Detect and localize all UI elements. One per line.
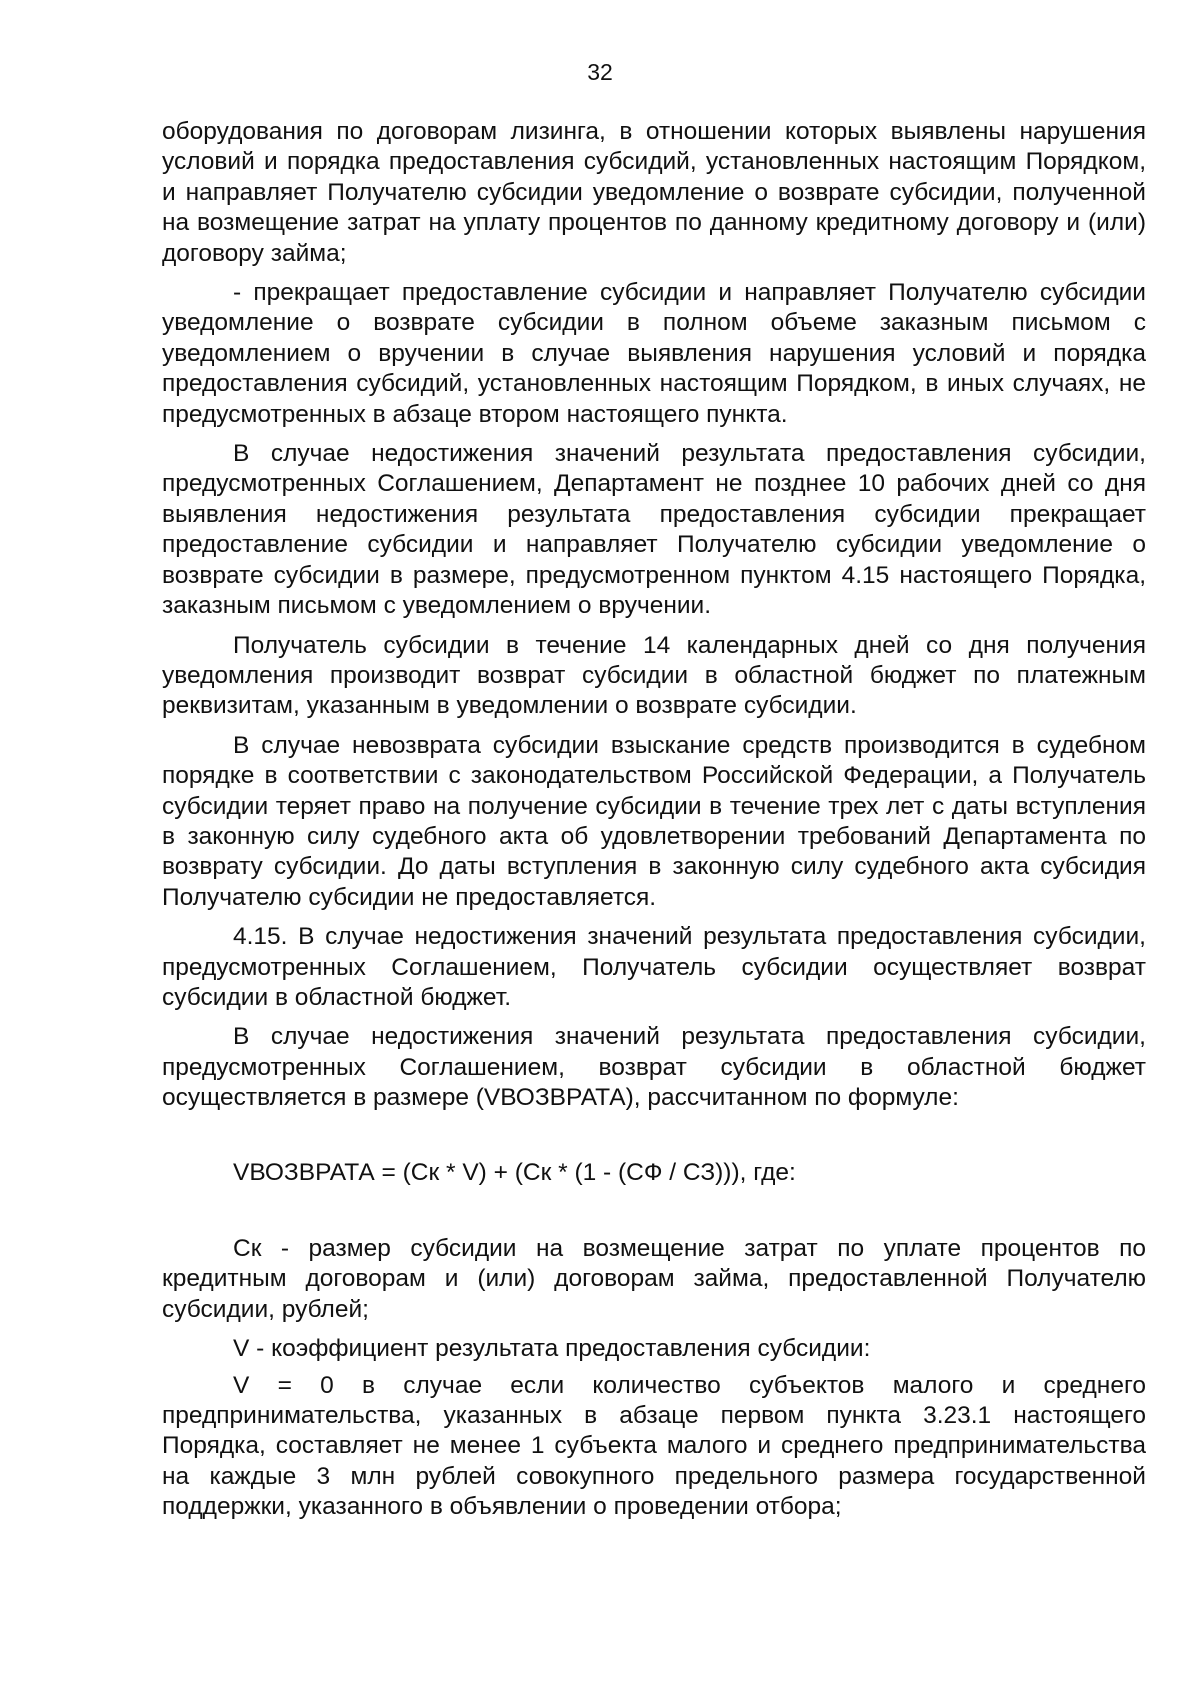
paragraph-court-recovery: В случае невозврата субсидии взыскание средств производится в судебном порядке в соответствии с законодательством Российской Федерации, а Получатель субсидии теряет право на получение субсидии в течение трех лет с даты вступления в законную силу судебного акта об удовлетворении требований Департамента по возврату субсидии. До даты вступления в законную силу судебного акта субсидия Получателю субсидии не предоставляется.: [162, 731, 1146, 911]
definition-v: V - коэффициент результата предоставления субсидии:: [233, 1335, 871, 1363]
definition-v-zero: V = 0 в случае если количество субъектов малого и среднего предпринимательства, указанных в абзаце первом пункта 3.23.1 настоящего Порядка, составляет не менее 1 субъекта малого и среднего предпринимательства на каждые 3 млн рублей совокупного предельного размера государственной поддержки, указанного в объявлении о проведении отбора;: [162, 1371, 1146, 1521]
paragraph-refund-term: Получатель субсидии в течение 14 календарных дней со дня получения уведомления производит возврат субсидии в областной бюджет по платежным реквизитам, указанным в уведомлении о возврате субсидии.: [162, 631, 1146, 720]
paragraph-termination-full-refund: - прекращает предоставление субсидии и направляет Получателю субсидии уведомление о возврате субсидии в полном объеме заказным письмом с уведомлением о вручении в случае выявления нарушения условий и порядка предоставления субсидий, установленных настоящим Порядком, в иных случаях, не предусмотренных в абзаце втором настоящего пункта.: [162, 279, 1146, 428]
paragraph-department-termination: В случае недостижения значений результата предоставления субсидии, предусмотренных Соглашением, Департамент не позднее 10 рабочих дней со дня выявления недостижения результата предоставления субсидии прекращает предоставление субсидии и направляет Получателю субсидии уведомление о возврате субсидии в размере, предусмотренном пунктом 4.15 настоящего Порядка, заказным письмом с уведомлением о вручении.: [162, 440, 1146, 620]
paragraph-clause-4-15: 4.15. В случае недостижения значений результата предоставления субсидии, предусмотренных Соглашением, Получатель субсидии осуществляет возврат субсидии в областной бюджет.: [162, 923, 1146, 1011]
document-body: [162, 117, 1146, 1532]
definition-sk: Ск - размер субсидии на возмещение затрат по уплате процентов по кредитным договорам и (или) договорам займа, предоставленной Получателю субсидии, рублей;: [162, 1235, 1146, 1323]
paragraph-leasing-violations: оборудования по договорам лизинга, в отношении которых выявлены нарушения условий и порядка предоставления субсидий, установленных настоящим Порядком, и направляет Получателю субсидии уведомление о возврате субсидии, полученной на возмещение затрат на уплату процентов по данному кредитному договору и (или) договору займа;: [162, 118, 1146, 267]
page-number: 32: [587, 59, 613, 85]
paragraph-refund-amount: В случае недостижения значений результата предоставления субсидии, предусмотренных Соглашением, возврат субсидии в областной бюджет осуществляется в размере (VВОЗВРАТА), рассчитанном по формуле:: [162, 1023, 1146, 1112]
refund-formula: VВОЗВРАТА = (Ск * V) + (Ск * (1 - (СФ / СЗ))), где:: [233, 1158, 796, 1186]
